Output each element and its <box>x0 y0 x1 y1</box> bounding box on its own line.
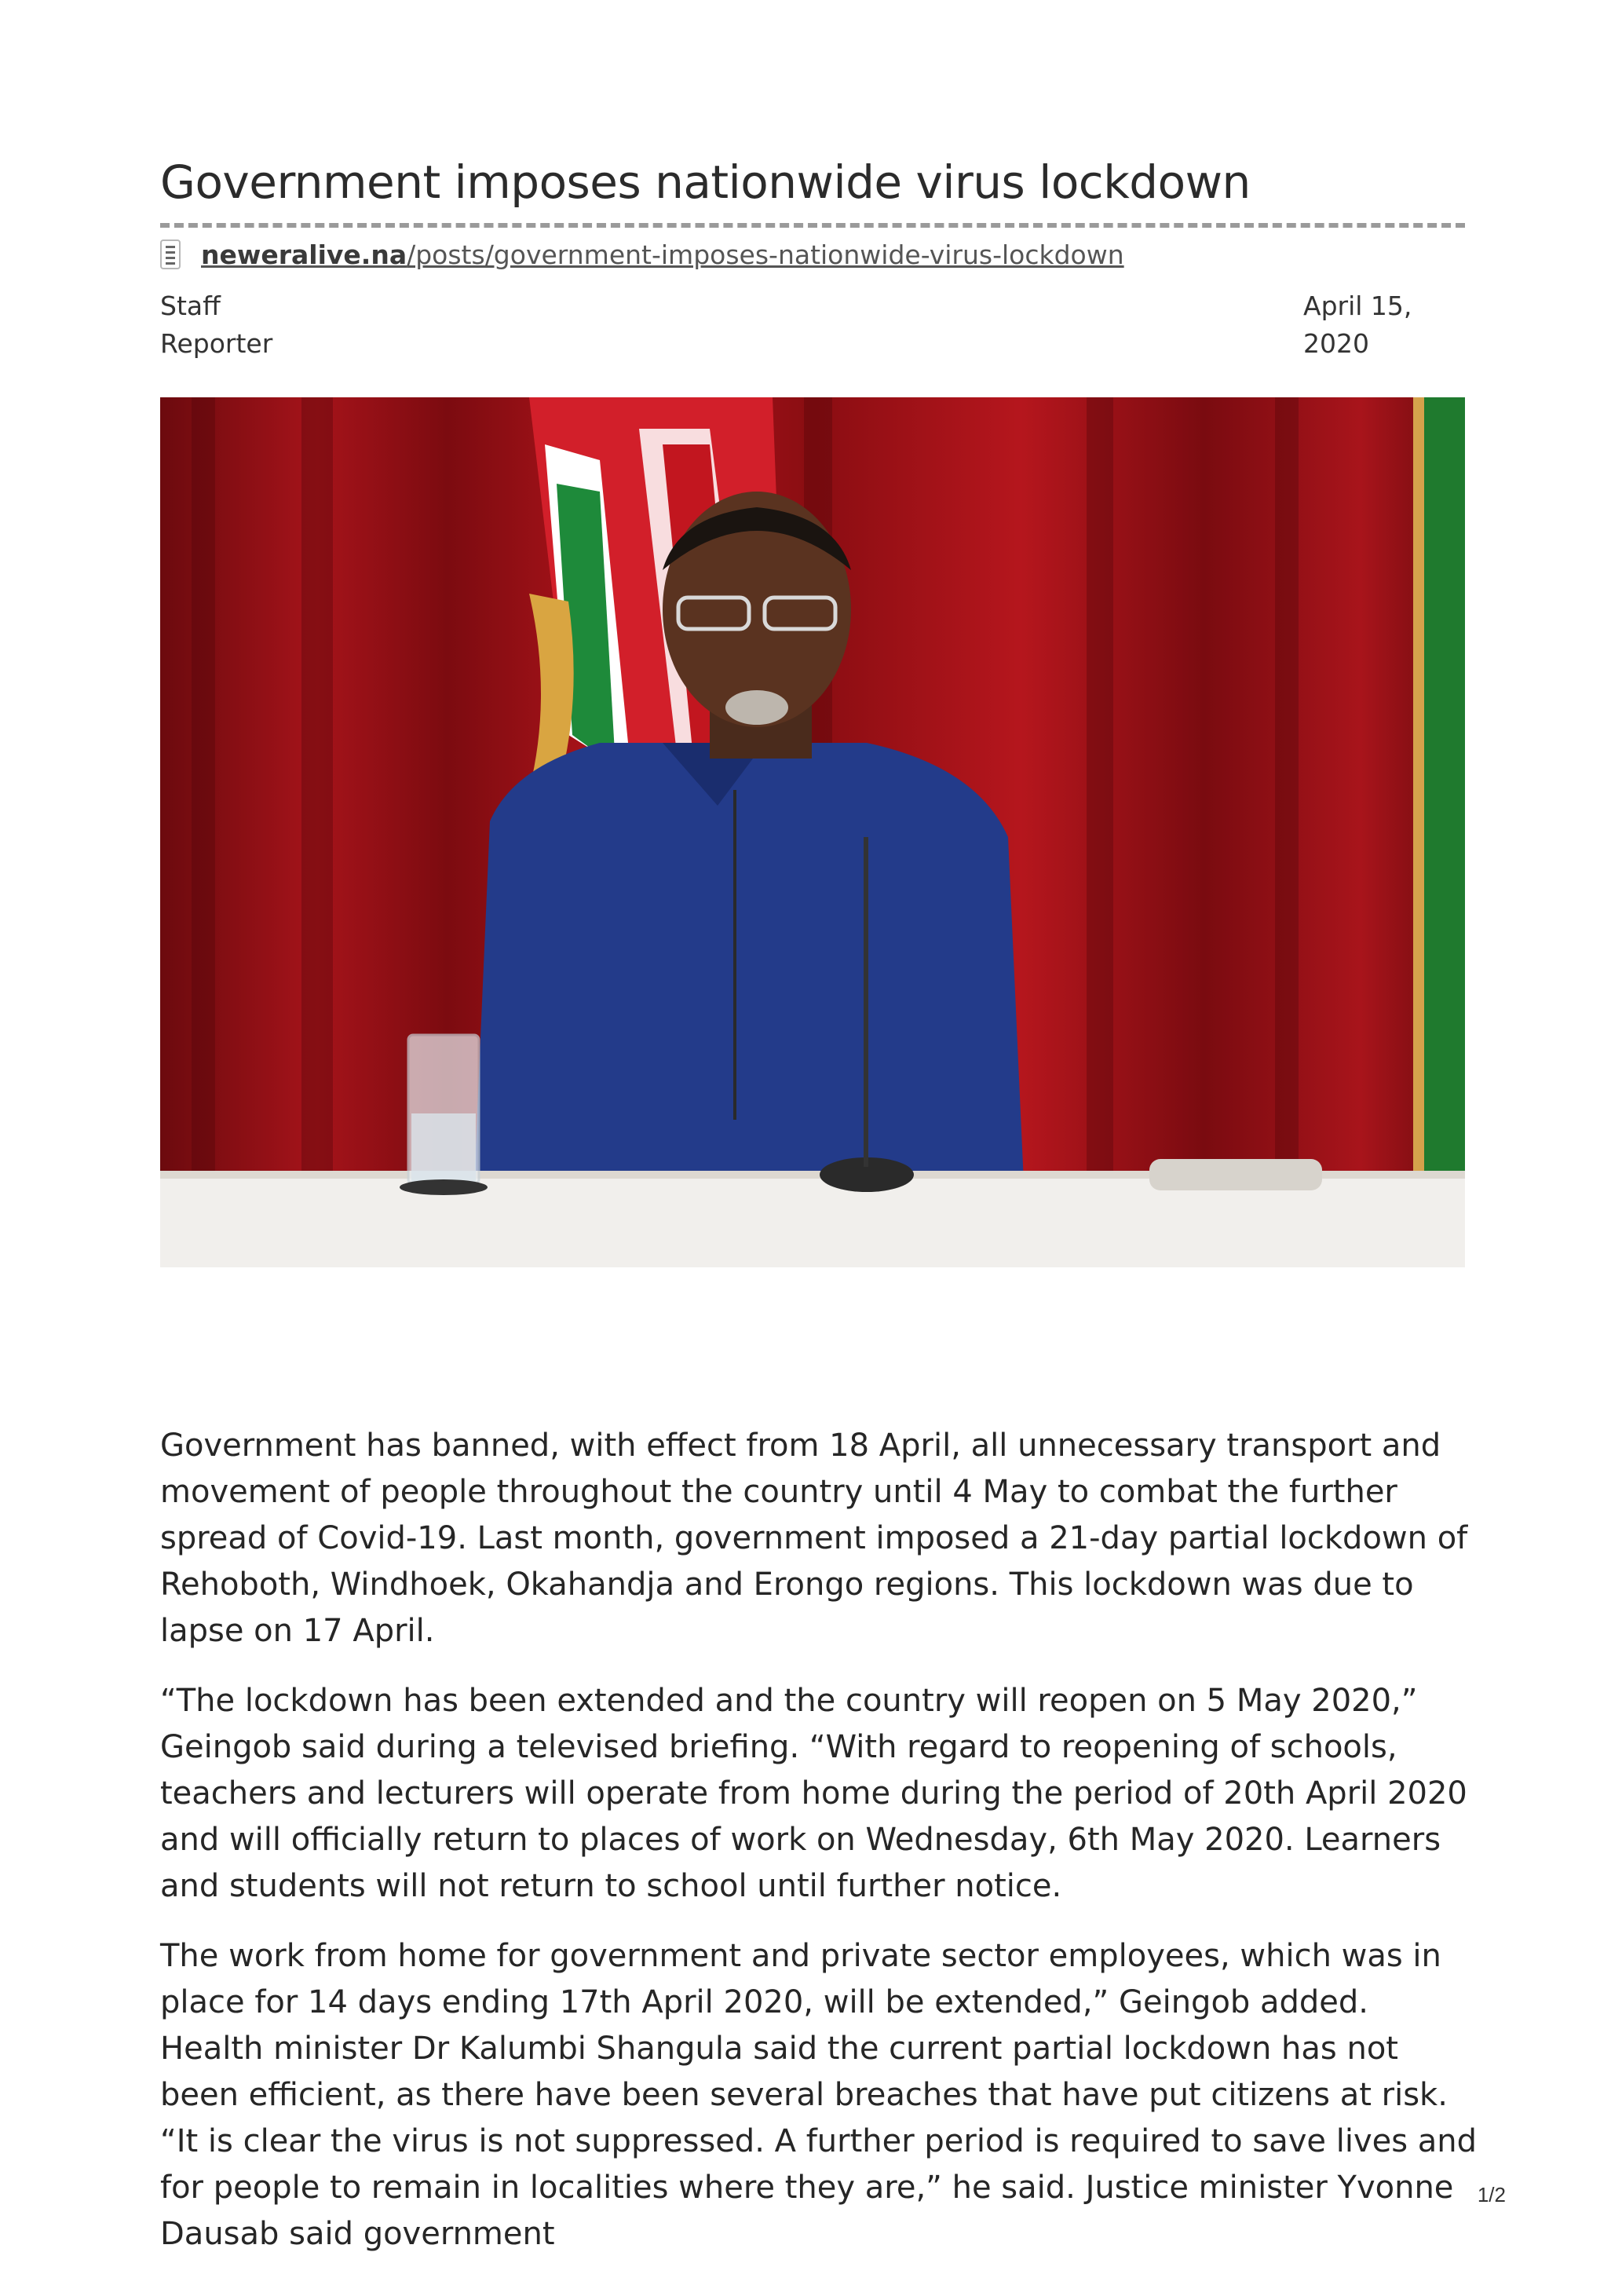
date-line-2: 2020 <box>1303 328 1369 359</box>
author-byline <box>160 287 317 363</box>
article-paragraph: “The lockdown has been extended and the country will reopen on 5 May 2020,” Geingob said during a televised briefing. “With regard to reopening of schools, teachers and lecturers will operate from home during the period of 20th April 2020 and will officially return to places of work on Wednesday, 6th May 2020. Learners and students will not return to school until further notice. <box>160 1683 1467 1904</box>
source-domain: neweralive.na <box>201 239 407 270</box>
article-paragraph: The work from home for government and private sector employees, which was in place for 14 days ending 17th April 2020, will be extended,” Geingob added. Health minister Dr Kalumbi Shangula said the current partial lockdown has not been efficient, as there have been several breaches that have put citizens at risk. “It is clear the virus is not suppressed. A further period is required to save lives and for people to remain in localities where they are,” he said. Justice minister Yvonne Dausab said government <box>160 1938 1478 2252</box>
article-paragraph: Government has banned, with effect from 18 April, all unnecessary transport and movement of people throughout the country until 4 May to combat the further spread of Covid-19. Last month, government imposed a 21-day partial lockdown of Rehoboth, Windhoek, Okahandja and Erongo regions. This lockdown was due to lapse on 17 April. <box>160 1428 1468 1649</box>
source-link[interactable] <box>201 239 1124 270</box>
article-body <box>160 1423 1479 2281</box>
source-path: /posts/government-imposes-nationwide-virus-lockdown <box>407 239 1124 270</box>
author-line-1: Staff <box>160 291 221 321</box>
article-photo <box>160 397 1465 1267</box>
source-link-row <box>160 237 1124 272</box>
date-line-1: April 15, <box>1303 291 1412 321</box>
title-divider <box>160 223 1465 228</box>
site-favicon-icon <box>160 239 181 269</box>
article-title: Government imposes nationwide virus lockdown <box>160 155 1251 209</box>
water-glass <box>400 1035 488 1195</box>
author-line-2: Reporter <box>160 328 273 359</box>
page-number: 1/2 <box>1477 2183 1506 2206</box>
photo-illustration <box>160 397 1465 1267</box>
publish-date <box>1303 287 1421 363</box>
